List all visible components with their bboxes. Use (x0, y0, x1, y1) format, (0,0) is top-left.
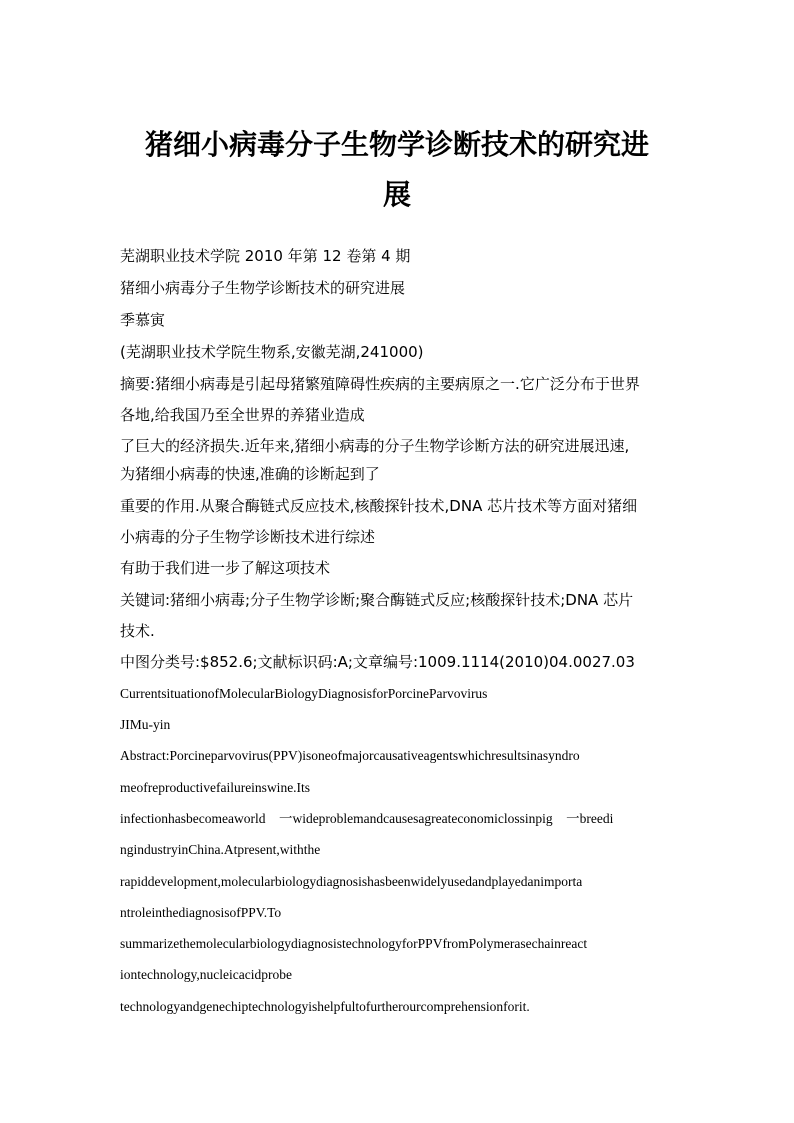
abstract-en-line: ngindustryinChina.Atpresent,withthe (120, 842, 321, 857)
document-title-line-1: 猪细小病毒分子生物学诊断技术的研究进 (144, 128, 649, 161)
article-title: 猪细小病毒分子生物学诊断技术的研究进展 (120, 279, 406, 297)
keywords-line: 技术. (120, 622, 155, 640)
abstract-en-line: summarizethemolecularbiologydiagnosistechnologyforPPVfromPolymerasechainreact (120, 936, 588, 951)
abstract-en-line: infectionhasbecomeaworld 一wideproblemandcausesagreateconomiclossinpig 一breedi (120, 811, 614, 826)
abstract-en-line: ntroleinthediagnosisofPPV.To (120, 905, 282, 920)
author-affiliation: (芜湖职业技术学院生物系,安徽芜湖,241000) (120, 343, 424, 361)
classification-line: 中图分类号:$852.6;文献标识码:A;文章编号:1009.1114(2010)04.0027.03 (120, 653, 635, 671)
abstract-en-line: iontechnology,nucleicacidprobe (120, 967, 292, 982)
abstract-cn-line: 摘要:猪细小病毒是引起母猪繁殖障碍性疾病的主要病原之一.它广泛分布于世界 (120, 375, 640, 393)
abstract-cn-line: 小病毒的分子生物学诊断技术进行综述 (120, 528, 376, 546)
abstract-en-line: meofreproductivefailureinswine.Its (120, 780, 311, 795)
abstract-en-line: rapiddevelopment,molecularbiologydiagnosishasbeenwidelyusedandplayedanimporta (120, 874, 583, 889)
keywords-line: 关键词:猪细小病毒;分子生物学诊断;聚合酶链式反应;核酸探针技术;DNA 芯片 (120, 591, 634, 609)
document-title-line-2: 展 (382, 178, 411, 211)
abstract-cn-line: 有助于我们进一步了解这项技术 (120, 559, 331, 577)
english-title: CurrentsituationofMolecularBiologyDiagnosisforPorcineParvovirus (120, 686, 488, 701)
abstract-en-line: technologyandgenechiptechnologyishelpfultofurtherourcomprehensionforit. (120, 999, 530, 1014)
journal-info: 芜湖职业技术学院 2010 年第 12 卷第 4 期 (120, 247, 411, 265)
author-name: 季慕寅 (120, 311, 166, 329)
english-author: JIMu-yin (120, 717, 171, 732)
abstract-cn-line: 各地,给我国乃至全世界的养猪业造成 (120, 406, 365, 424)
abstract-en-line: Abstract:Porcineparvovirus(PPV)isoneofmajorcausativeagentswhichresultsinasyndro (120, 748, 580, 763)
abstract-cn-line: 了巨大的经济损失.近年来,猪细小病毒的分子生物学诊断方法的研究进展迅速, (120, 437, 630, 455)
abstract-cn-line: 重要的作用.从聚合酶链式反应技术,核酸探针技术,DNA 芯片技术等方面对猪细 (120, 497, 638, 515)
abstract-cn-line: 为猪细小病毒的快速,准确的诊断起到了 (120, 465, 380, 483)
